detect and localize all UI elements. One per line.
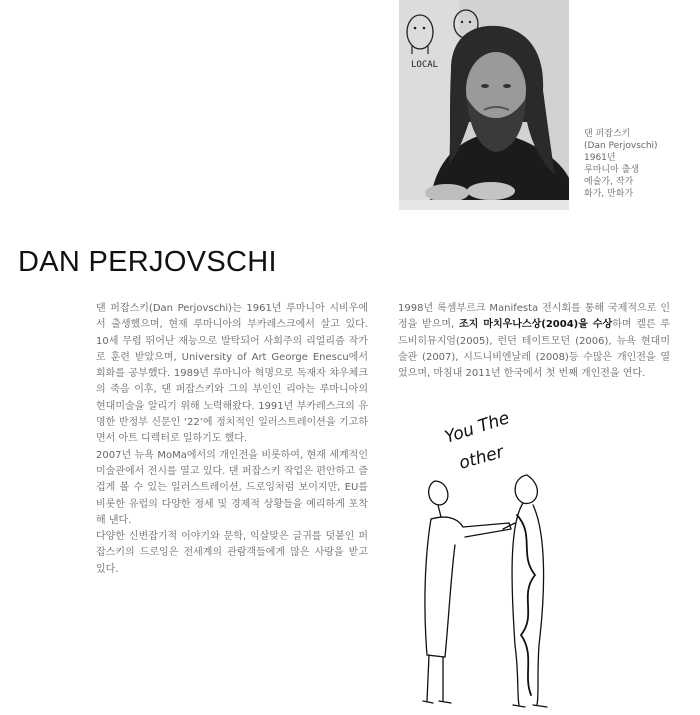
caption-birth-year: 1961년	[584, 153, 616, 163]
caption-role-1: 예술가, 작가	[584, 177, 634, 187]
artist-photo	[399, 0, 569, 210]
caption-name-korean: 댄 퍼잡스키	[584, 129, 631, 139]
caption-birthplace: 루마니아 출생	[584, 165, 640, 175]
caption-role-2: 화가, 만화가	[584, 189, 634, 199]
you-the-other-drawing	[405, 405, 575, 715]
award-highlight: 조지 마치우나스상(2004)을 수상	[458, 319, 613, 331]
biography-right-column	[398, 301, 670, 382]
biography-paragraph: 2007년 뉴욕 MoMa에서의 개인전을 비롯하여, 현재 세계적인 미술관에서 전시를 열고 있다. 댄 퍼잡스키 작업은 편안하고 즐겁게 볼 수 있는 일러스트레이션, 드로잉처럼 보이지만, EU를 비롯한 유럽의 다양한 정세 및 경제적 상황들을 예리하게 포착해 낸다.	[96, 449, 368, 526]
paragraph-text-start: 1998년 록셈부르크 Manifesta 전시회를 통해 국제적으로 인정을 받으며,	[398, 303, 670, 331]
drawing-caption-line-2: other	[456, 442, 506, 474]
biography-left-column	[96, 301, 368, 578]
biography-paragraph: 다양한 신변잡기적 이야기와 문학, 익살맞은 글귀를 덧붙인 퍼잡스키의 드로잉은 전세계의 관람객들에게 많은 사랑을 받고 있다.	[96, 531, 368, 575]
caption-name-english: (Dan Perjovschi)	[584, 141, 658, 151]
photo-caption	[584, 128, 694, 200]
artist-portrait-illustration	[399, 0, 569, 210]
biography-paragraph: 댄 퍼잡스키(Dan Perjovschi)는 1961년 루마니아 시비우에서 출생했으며, 현재 루마니아의 부카레스크에서 살고 있다. 10세 무렵 뛰어난 재능으로 발탁되어 사회주의 리얼리즘 작가로 훈련 받았으며, University of Art George Enescu에서 회화를 공부했다. 1989년 루마니아 혁명으로 독재자 챠우체크의 죽음 이후, 댄 퍼잡스키와 그의 부인인 리아는 루마니아의 현대미술을 알리기 위해 노력해왔다. 1991년 부카레스크의 유명한 반정부 신문인 ‘22’에 정치적인 일러스트레이션을 기고하면서 아트 디렉터로 일하기도 했다.	[96, 303, 368, 445]
paragraph-text-end: 하며 켈른 루드비히뮤지엄(2005), 런던 테이트모던 (2006), 뉴욕 현대미술관 (2007), 시드니비엔날레 (2008)등 수많은 개인전을 열었으며, 마침내 2011년 한국에서 첫 번째 개인전을 연다.	[398, 319, 670, 380]
biography-paragraph	[398, 301, 670, 382]
wall-sign-text: LOCAL	[411, 60, 439, 70]
page-title: DAN PERJOVSCHI	[18, 246, 277, 278]
drawing-caption-line-1: You The	[442, 408, 512, 448]
